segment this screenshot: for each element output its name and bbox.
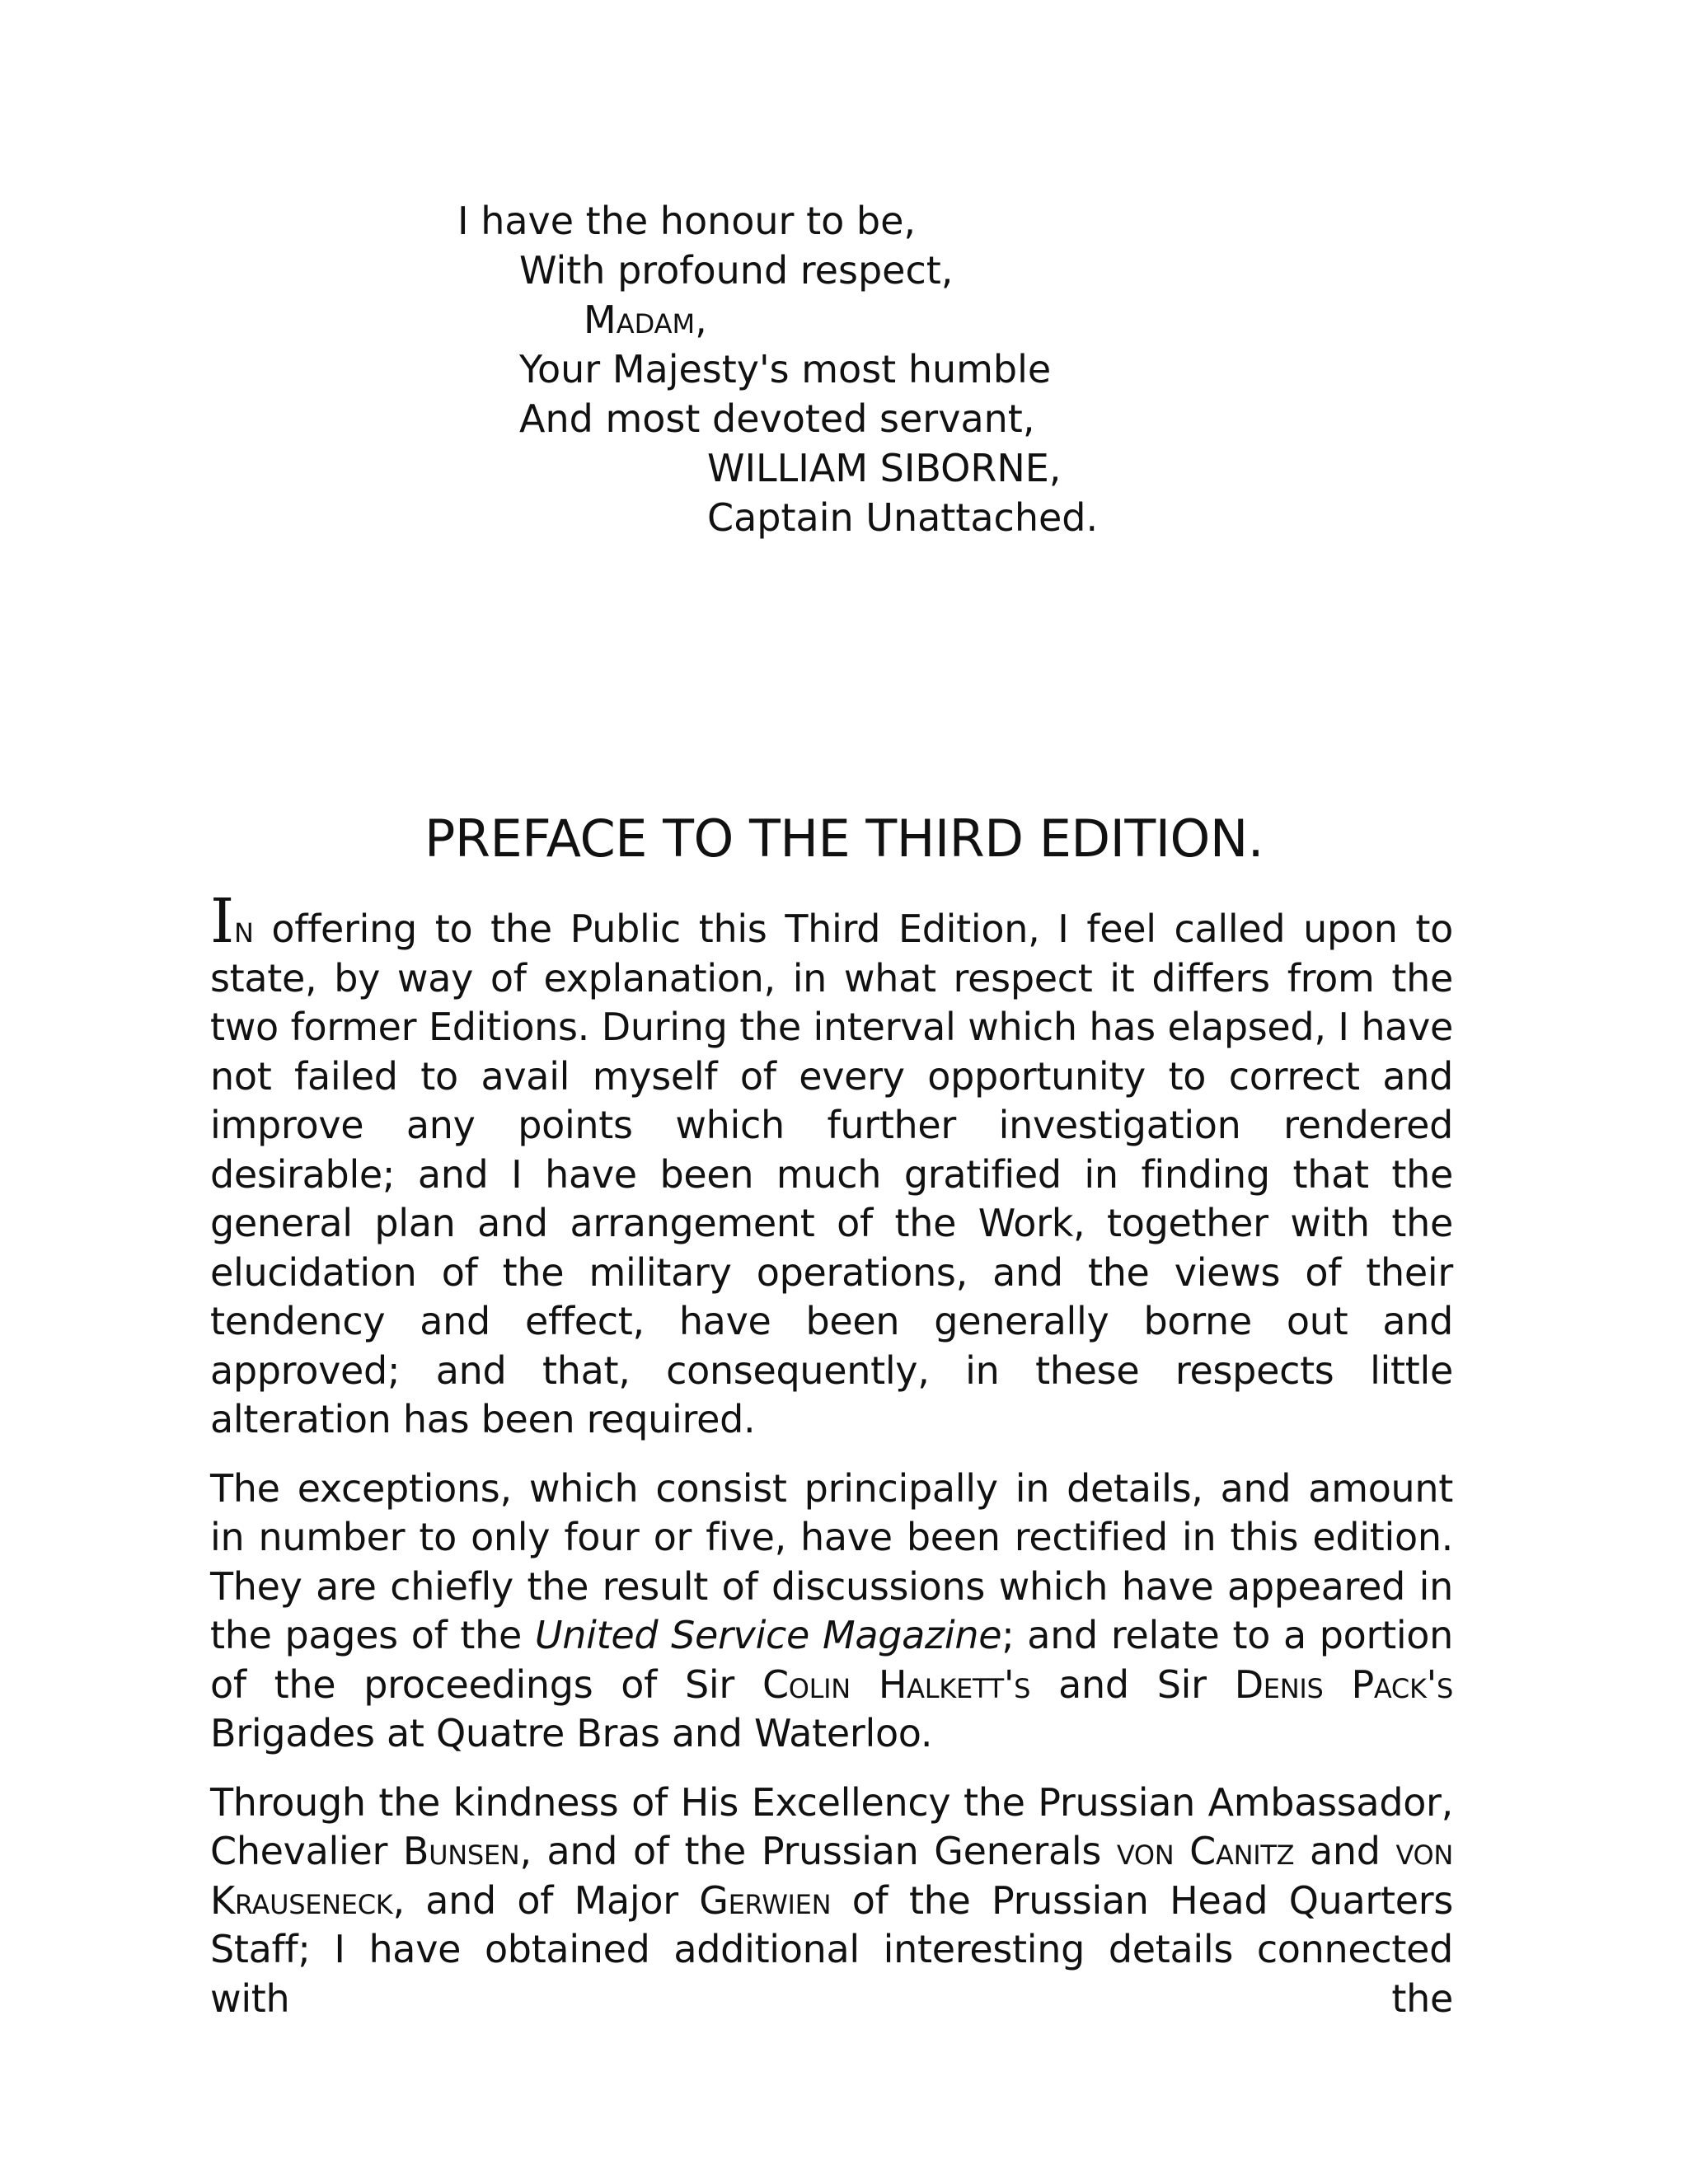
closing-line-5: And most devoted servant, [519,396,1035,441]
paragraph-2-text-b: ; and relate to a portion of the proceedings of Sir [210,1613,1454,1707]
magazine-title: United Service Magazine [534,1613,1002,1657]
closing-line-4: Your Majesty's most humble [519,347,1052,391]
paragraph-2-text-a: The exceptions, which consist principally in details, and amount in number to only four or five, have been rectified in this edition. They are chiefly the result of discussions which have appeared in the pages of the [210,1465,1453,1657]
paragraph-3-text-d: , and of Major [392,1877,700,1923]
name-von-krauseneck: von Krauseneck [210,1829,1453,1923]
name-denis-pack: Denis Pack's [1234,1661,1454,1707]
name-von-canitz: von Canitz [1116,1829,1295,1873]
drop-cap-continuation: n [233,907,254,951]
paragraph-2 [210,1465,1453,1759]
paragraph-1 [210,886,1453,1445]
paragraph-2-text-d: Brigades at Quatre Bras and Waterloo. [210,1711,933,1755]
signature-name: WILLIAM SIBORNE, [707,446,1062,490]
name-gerwien: Gerwien [699,1877,832,1923]
preface-title: PREFACE TO THE THIRD EDITION. [424,808,1264,869]
signature-title: Captain Unattached. [707,495,1099,540]
paragraph-3-text-a: Through the kindness of His Excellency the Prussian Ambassador, Chevalier [210,1779,1453,1873]
closing-line-2: With profound respect, [519,248,954,293]
closing-line-1: I have the honour to be, [457,199,916,243]
paragraph-3-text-b: , and of the Prussian Generals [519,1829,1117,1873]
paragraph-3-text-e: of the Prussian Head Quarters Staff; I have obtained additional interesting details connected with the [210,1877,1453,2021]
paragraph-3-text-c: and [1294,1829,1396,1873]
paragraph-1-text: offering to the Public this Third Edition, I feel called upon to state, by way of explanation, in what respect it differs from the two former Editions. During the interval which has elapsed, I have not failed to avail myself of every opportunity to correct and improve any points which further investigation rendered desirable; and I have been much gratified in finding that the general plan and arrangement of the Work, together with the elucidation of the military operations, and the views of their tendency and effect, have been generally borne out and approved; and that, consequently, in these respects little alteration has been required. [210,907,1453,1441]
paragraph-3 [210,1779,1453,2024]
name-bunsen: Bunsen [402,1829,520,1873]
name-colin-halkett: Colin Halkett's [762,1661,1031,1707]
drop-cap: I [210,886,234,957]
preface-body [210,886,1454,2043]
closing-line-3: Madam, [584,298,707,342]
paragraph-2-text-c: and Sir [1030,1661,1235,1707]
